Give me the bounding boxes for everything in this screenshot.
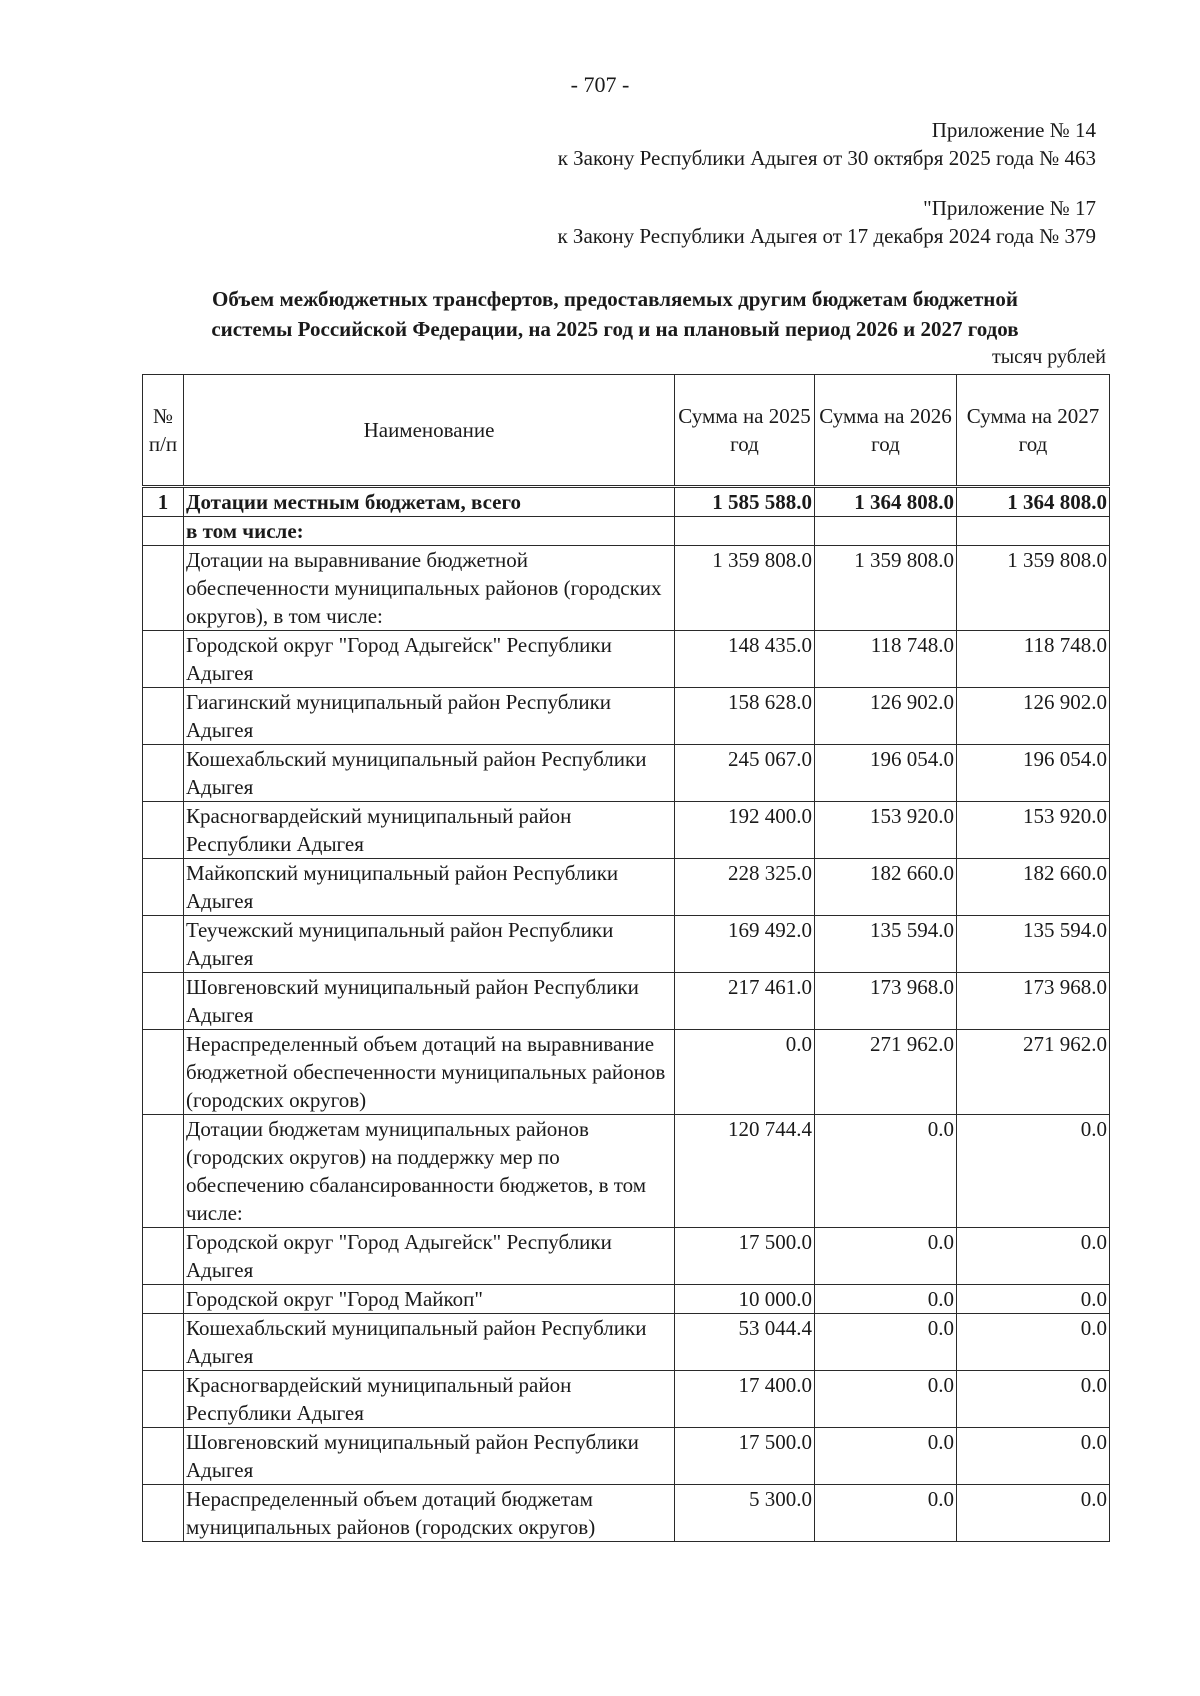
appendix-previous-line1: "Приложение № 17 — [923, 196, 1096, 220]
row-name: Красногвардейский муниципальный район Республики Адыгея — [184, 802, 675, 859]
table-row — [143, 517, 1110, 546]
row-index — [143, 973, 184, 1030]
header-index: № п/п — [143, 375, 184, 487]
row-value-2027: 0.0 — [957, 1115, 1110, 1228]
appendix-current-line1: Приложение № 14 — [931, 118, 1096, 142]
row-name: Нераспределенный объем дотаций на выравнивание бюджетной обеспеченности муниципальных районов (городских округов) — [184, 1030, 675, 1115]
row-value-2026: 0.0 — [815, 1115, 957, 1228]
table-row — [143, 1371, 1110, 1428]
row-value-2025: 17 500.0 — [675, 1228, 815, 1285]
row-index — [143, 802, 184, 859]
row-value-2026: 271 962.0 — [815, 1030, 957, 1115]
row-value-2027: 0.0 — [957, 1485, 1110, 1542]
row-value-2026: 1 359 808.0 — [815, 546, 957, 631]
row-value-2026: 0.0 — [815, 1314, 957, 1371]
row-value-2025: 1 359 808.0 — [675, 546, 815, 631]
row-name: Дотации на выравнивание бюджетной обеспеченности муниципальных районов (городских округов), в том числе: — [184, 546, 675, 631]
row-value-2026: 182 660.0 — [815, 859, 957, 916]
table-row — [143, 631, 1110, 688]
table-row — [143, 688, 1110, 745]
row-value-2026: 173 968.0 — [815, 973, 957, 1030]
row-value-2026: 0.0 — [815, 1371, 957, 1428]
row-value-2027: 173 968.0 — [957, 973, 1110, 1030]
row-value-2027: 153 920.0 — [957, 802, 1110, 859]
appendix-current-line2: к Закону Республики Адыгея от 30 октября 2025 года № 463 — [557, 146, 1096, 170]
row-index — [143, 1228, 184, 1285]
row-value-2026: 153 920.0 — [815, 802, 957, 859]
table-row — [143, 859, 1110, 916]
table-row — [143, 1030, 1110, 1115]
row-value-2025: 228 325.0 — [675, 859, 815, 916]
table-row — [143, 1314, 1110, 1371]
row-index — [143, 1115, 184, 1228]
row-value-2027: 196 054.0 — [957, 745, 1110, 802]
row-value-2025: 17 500.0 — [675, 1428, 815, 1485]
row-value-2027: 182 660.0 — [957, 859, 1110, 916]
table-header-row — [143, 375, 1110, 487]
table-row — [143, 487, 1110, 517]
row-index: 1 — [143, 487, 184, 517]
row-index — [143, 517, 184, 546]
table-body — [143, 487, 1110, 1542]
row-index — [143, 745, 184, 802]
row-name: Городской округ "Город Майкоп" — [184, 1285, 675, 1314]
appendix-current-header — [558, 116, 1096, 172]
row-value-2025: 5 300.0 — [675, 1485, 815, 1542]
page-number: - 707 - — [570, 72, 630, 97]
document-title-line2: системы Российской Федерации, на 2025 год и на плановый период 2026 и 2027 годов — [211, 317, 1019, 341]
row-value-2027: 118 748.0 — [957, 631, 1110, 688]
row-value-2025: 53 044.4 — [675, 1314, 815, 1371]
row-value-2025: 245 067.0 — [675, 745, 815, 802]
row-value-2027 — [957, 517, 1110, 546]
document-title-line1: Объем межбюджетных трансфертов, предоставляемых другим бюджетам бюджетной — [212, 287, 1018, 311]
row-value-2027: 1 364 808.0 — [957, 487, 1110, 517]
row-value-2026: 0.0 — [815, 1428, 957, 1485]
row-value-2026: 0.0 — [815, 1485, 957, 1542]
row-index — [143, 1314, 184, 1371]
row-value-2025: 169 492.0 — [675, 916, 815, 973]
table-row — [143, 1285, 1110, 1314]
row-value-2025: 17 400.0 — [675, 1371, 815, 1428]
header-2026: Сумма на 2026 год — [815, 375, 957, 487]
row-index — [143, 1428, 184, 1485]
table-row — [143, 1485, 1110, 1542]
row-name: Красногвардейский муниципальный район Республики Адыгея — [184, 1371, 675, 1428]
row-value-2026: 0.0 — [815, 1228, 957, 1285]
row-name: Гиагинский муниципальный район Республики Адыгея — [184, 688, 675, 745]
row-index — [143, 1485, 184, 1542]
row-value-2027: 271 962.0 — [957, 1030, 1110, 1115]
row-value-2025: 148 435.0 — [675, 631, 815, 688]
row-value-2027: 0.0 — [957, 1371, 1110, 1428]
row-value-2026: 118 748.0 — [815, 631, 957, 688]
row-value-2025: 217 461.0 — [675, 973, 815, 1030]
row-name: Шовгеновский муниципальный район Республики Адыгея — [184, 973, 675, 1030]
table-row — [143, 973, 1110, 1030]
row-index — [143, 1285, 184, 1314]
table-row — [143, 546, 1110, 631]
row-index — [143, 1371, 184, 1428]
row-value-2026: 196 054.0 — [815, 745, 957, 802]
row-value-2027: 0.0 — [957, 1314, 1110, 1371]
row-value-2026 — [815, 517, 957, 546]
row-value-2027: 0.0 — [957, 1428, 1110, 1485]
header-name: Наименование — [184, 375, 675, 487]
row-name: Городской округ "Город Адыгейск" Республики Адыгея — [184, 1228, 675, 1285]
row-value-2025 — [675, 517, 815, 546]
row-name: Майкопский муниципальный район Республики Адыгея — [184, 859, 675, 916]
row-name: Нераспределенный объем дотаций бюджетам муниципальных районов (городских округов) — [184, 1485, 675, 1542]
table-row — [143, 745, 1110, 802]
row-value-2026: 126 902.0 — [815, 688, 957, 745]
table-row — [143, 1428, 1110, 1485]
row-value-2025: 192 400.0 — [675, 802, 815, 859]
row-value-2027: 126 902.0 — [957, 688, 1110, 745]
row-value-2025: 10 000.0 — [675, 1285, 815, 1314]
row-value-2025: 1 585 588.0 — [675, 487, 815, 517]
units-label: тысяч рублей — [991, 346, 1106, 368]
row-name: Дотации местным бюджетам, всего — [184, 487, 675, 517]
row-index — [143, 916, 184, 973]
document-title — [150, 284, 1080, 344]
row-value-2027: 1 359 808.0 — [957, 546, 1110, 631]
header-2027: Сумма на 2027 год — [957, 375, 1110, 487]
appendix-previous-header — [557, 194, 1096, 250]
table-row — [143, 1228, 1110, 1285]
table-row — [143, 802, 1110, 859]
row-name: в том числе: — [184, 517, 675, 546]
row-value-2025: 120 744.4 — [675, 1115, 815, 1228]
row-name: Кошехабльский муниципальный район Республики Адыгея — [184, 1314, 675, 1371]
row-value-2026: 0.0 — [815, 1285, 957, 1314]
table-row — [143, 916, 1110, 973]
row-value-2025: 158 628.0 — [675, 688, 815, 745]
row-value-2025: 0.0 — [675, 1030, 815, 1115]
row-index — [143, 631, 184, 688]
header-2025: Сумма на 2025 год — [675, 375, 815, 487]
row-name: Кошехабльский муниципальный район Республики Адыгея — [184, 745, 675, 802]
transfers-table — [142, 374, 1110, 1542]
row-index — [143, 859, 184, 916]
row-index — [143, 688, 184, 745]
row-index — [143, 546, 184, 631]
table-row — [143, 1115, 1110, 1228]
row-index — [143, 1030, 184, 1115]
row-name: Шовгеновский муниципальный район Республики Адыгея — [184, 1428, 675, 1485]
row-value-2026: 135 594.0 — [815, 916, 957, 973]
row-value-2026: 1 364 808.0 — [815, 487, 957, 517]
row-name: Дотации бюджетам муниципальных районов (городских округов) на поддержку мер по обеспечению сбалансированности бюджетов, в том числе: — [184, 1115, 675, 1228]
row-value-2027: 135 594.0 — [957, 916, 1110, 973]
row-value-2027: 0.0 — [957, 1228, 1110, 1285]
row-name: Городской округ "Город Адыгейск" Республики Адыгея — [184, 631, 675, 688]
row-value-2027: 0.0 — [957, 1285, 1110, 1314]
appendix-previous-line2: к Закону Республики Адыгея от 17 декабря 2024 года № 379 — [557, 224, 1096, 248]
row-name: Теучежский муниципальный район Республики Адыгея — [184, 916, 675, 973]
